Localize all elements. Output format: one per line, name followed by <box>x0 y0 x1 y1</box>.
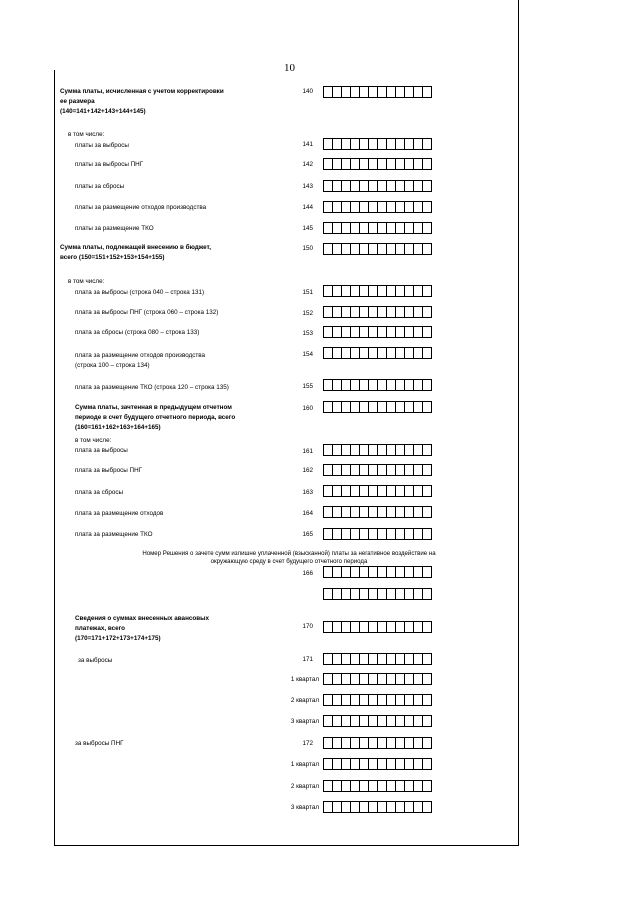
digit-cell[interactable] <box>422 158 432 170</box>
amount-boxes[interactable] <box>323 758 432 770</box>
digit-cell[interactable] <box>422 780 432 792</box>
row-code: 140 <box>302 88 313 95</box>
digit-cell[interactable] <box>422 306 432 318</box>
frame-left-line <box>54 70 55 846</box>
amount-boxes[interactable] <box>323 379 432 391</box>
digit-cell[interactable] <box>422 201 432 213</box>
row-label: плата за выбросы ПНГ (строка 060 – строка 132) <box>75 309 219 316</box>
row-label: платы за размещение ТКО <box>75 225 154 232</box>
row-code: 171 <box>302 656 313 663</box>
row-label: (170=171+172+173+174+175) <box>75 635 161 642</box>
row-code: 163 <box>302 489 313 496</box>
row-code: 1 квартал <box>290 761 319 768</box>
row-code: 154 <box>302 351 313 358</box>
amount-boxes-continued[interactable] <box>323 588 432 600</box>
row-code: 142 <box>302 161 313 168</box>
row-code: 165 <box>302 531 313 538</box>
digit-cell[interactable] <box>422 444 432 456</box>
row-code: 3 квартал <box>290 804 319 811</box>
row-label: платы за выбросы ПНГ <box>75 161 144 168</box>
amount-boxes[interactable] <box>323 180 432 192</box>
row-label: плата за размещение ТКО (строка 120 – строка 135) <box>75 384 229 391</box>
amount-boxes[interactable] <box>323 285 432 297</box>
amount-boxes[interactable] <box>323 138 432 150</box>
row-label: платы за размещение отходов производства <box>75 204 207 211</box>
amount-boxes[interactable] <box>323 566 432 578</box>
row-code: 153 <box>302 330 313 337</box>
row-label: в том числе: <box>75 437 112 444</box>
digit-cell[interactable] <box>422 347 432 359</box>
row-label: всего (150=151+152+153+154+155) <box>60 254 165 261</box>
digit-cell[interactable] <box>422 464 432 476</box>
row-label: в том числе: <box>68 131 105 138</box>
amount-boxes[interactable] <box>323 506 432 518</box>
digit-cell[interactable] <box>422 401 432 413</box>
row-label: ее размера <box>60 98 95 105</box>
row-code: 143 <box>302 183 313 190</box>
row-label: (строка 100 – строка 134) <box>75 362 150 369</box>
row-code: 3 квартал <box>290 718 319 725</box>
row-label: окружающую среду в счет будущего отчетного периода <box>210 558 368 565</box>
amount-boxes[interactable] <box>323 801 432 813</box>
row-label: Сумма платы, зачтенная в предыдущем отчетном <box>75 404 232 411</box>
row-code: 162 <box>302 467 313 474</box>
frame-right-line <box>518 0 519 846</box>
row-code: 151 <box>302 289 313 296</box>
digit-cell[interactable] <box>422 243 432 255</box>
digit-cell[interactable] <box>422 326 432 338</box>
digit-cell[interactable] <box>422 506 432 518</box>
row-label: платежах, всего <box>75 625 125 632</box>
digit-cell[interactable] <box>422 588 432 600</box>
row-label: (160=161+162+163+164+165) <box>75 424 161 431</box>
amount-boxes[interactable] <box>323 326 432 338</box>
row-code: 144 <box>302 204 313 211</box>
row-label: плата за размещение отходов производства <box>75 352 206 359</box>
digit-cell[interactable] <box>422 138 432 150</box>
digit-cell[interactable] <box>422 86 432 98</box>
digit-cell[interactable] <box>422 285 432 297</box>
digit-cell[interactable] <box>422 737 432 749</box>
digit-cell[interactable] <box>422 379 432 391</box>
row-code: 150 <box>302 245 313 252</box>
row-code: 155 <box>302 383 313 390</box>
row-label: платы за выбросы <box>75 142 129 149</box>
row-label: периоде в счет будущего отчетного периода, всего <box>75 414 236 421</box>
amount-boxes[interactable] <box>323 715 432 727</box>
row-code: 160 <box>302 405 313 412</box>
amount-boxes[interactable] <box>323 347 432 359</box>
row-label: плата за выбросы (строка 040 – строка 131) <box>75 289 205 296</box>
row-label: плата за размещение ТКО <box>75 531 153 538</box>
digit-cell[interactable] <box>422 758 432 770</box>
amount-boxes[interactable] <box>323 444 432 456</box>
digit-cell[interactable] <box>422 621 432 633</box>
amount-boxes[interactable] <box>323 653 432 665</box>
amount-boxes[interactable] <box>323 621 432 633</box>
row-label: Сумма платы, подлежащей внесению в бюджет, <box>60 244 211 251</box>
row-label: Сумма платы, исчисленная с учетом корректировки <box>60 88 224 95</box>
row-code: 164 <box>302 510 313 517</box>
digit-cell[interactable] <box>422 180 432 192</box>
digit-cell[interactable] <box>422 715 432 727</box>
row-code: 141 <box>302 141 313 148</box>
row-label: за выбросы ПНГ <box>75 740 124 747</box>
row-label: Сведения о суммах внесенных авансовых <box>75 615 209 622</box>
row-label: плата за выбросы <box>75 447 128 454</box>
row-label: плата за сбросы (строка 080 – строка 133) <box>75 329 200 336</box>
row-code: 161 <box>302 448 313 455</box>
amount-boxes[interactable] <box>323 201 432 213</box>
row-code: 152 <box>302 310 313 317</box>
amount-boxes[interactable] <box>323 86 432 98</box>
amount-boxes[interactable] <box>323 243 432 255</box>
digit-cell[interactable] <box>422 694 432 706</box>
row-code: 166 <box>302 570 313 577</box>
digit-cell[interactable] <box>422 528 432 540</box>
frame-bottom-line <box>54 845 519 846</box>
digit-cell[interactable] <box>422 673 432 685</box>
row-label: плата за сбросы <box>75 489 124 496</box>
row-code: 145 <box>302 225 313 232</box>
page-number: 10 <box>284 62 295 74</box>
digit-cell[interactable] <box>422 801 432 813</box>
row-label: в том числе: <box>68 278 105 285</box>
row-label: за выбросы <box>78 657 113 664</box>
row-code: 172 <box>302 740 313 747</box>
amount-boxes[interactable] <box>323 485 432 497</box>
amount-boxes[interactable] <box>323 306 432 318</box>
amount-boxes[interactable] <box>323 528 432 540</box>
amount-boxes[interactable] <box>323 401 432 413</box>
row-label: плата за размещение отходов <box>75 510 164 517</box>
digit-cell[interactable] <box>422 566 432 578</box>
amount-boxes[interactable] <box>323 780 432 792</box>
amount-boxes[interactable] <box>323 673 432 685</box>
row-label: плата за выбросы ПНГ <box>75 467 143 474</box>
amount-boxes[interactable] <box>323 694 432 706</box>
row-code: 2 квартал <box>290 783 319 790</box>
amount-boxes[interactable] <box>323 158 432 170</box>
row-code: 1 квартал <box>290 676 319 683</box>
row-label: Номер Решения о зачете сумм излишне уплаченной (взысканной) платы за негативное воздействие на <box>142 550 436 557</box>
row-label: (140=141+142+143+144+145) <box>60 108 146 115</box>
amount-boxes[interactable] <box>323 737 432 749</box>
digit-cell[interactable] <box>422 222 432 234</box>
amount-boxes[interactable] <box>323 222 432 234</box>
digit-cell[interactable] <box>422 485 432 497</box>
row-label: платы за сбросы <box>75 183 125 190</box>
row-code: 2 квартал <box>290 697 319 704</box>
amount-boxes[interactable] <box>323 464 432 476</box>
digit-cell[interactable] <box>422 653 432 665</box>
row-code: 170 <box>302 623 313 630</box>
